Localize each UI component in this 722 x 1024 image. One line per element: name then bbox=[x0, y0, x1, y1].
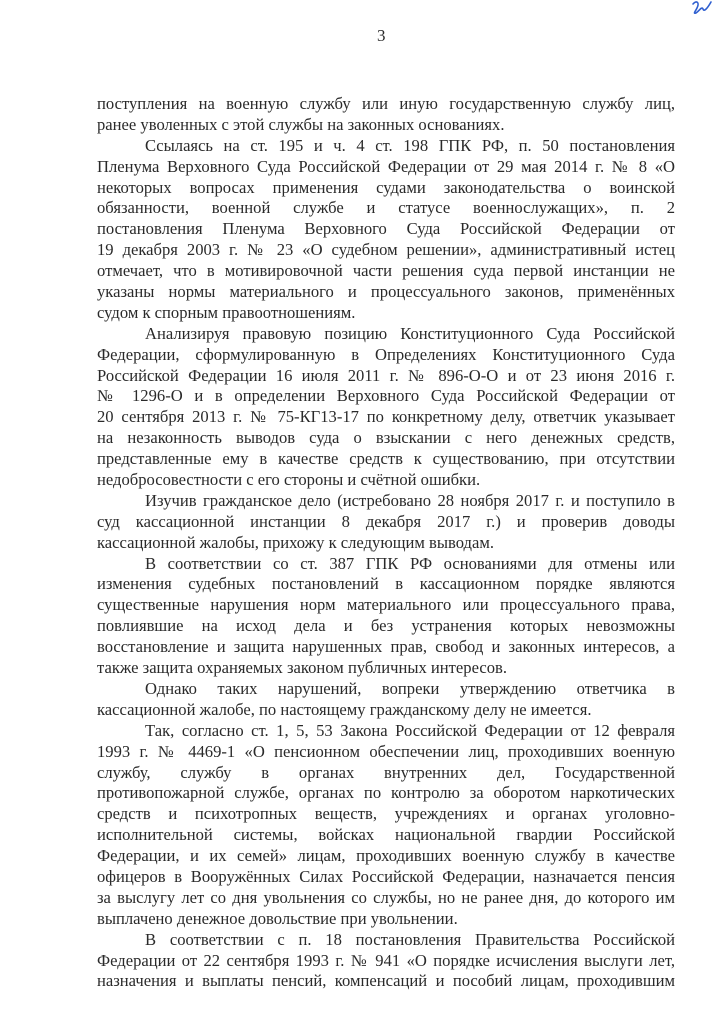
text-line: Ссылаясь на ст. 195 и ч. 4 ст. 198 ГПК РФ, п. 50 постановления bbox=[145, 135, 675, 155]
paragraph bbox=[97, 491, 675, 554]
text-line: назначения и выплаты пенсий, компенсаций и пособий лицам, проходившим bbox=[97, 971, 675, 991]
text-line: офицеров в Вооружённых Силах Российской Федерации, назначается пенсия bbox=[97, 866, 675, 886]
text-line: 20 сентября 2013 г. № 75-КГ13-17 по конкретному делу, ответчик указывает bbox=[97, 407, 675, 427]
paragraph bbox=[97, 679, 675, 721]
text-line: представленные ему в качестве средств к существованию, при отсутствии bbox=[97, 449, 675, 469]
text-line: Анализируя правовую позицию Конституционного Суда Российской bbox=[145, 323, 675, 343]
text-line: № 1296-О и в определении Верховного Суда Российской Федерации от bbox=[97, 386, 675, 406]
text-line: недобросовестности с его стороны и счётной ошибки. bbox=[97, 470, 481, 490]
text-line: также защита охраняемых законом публичных интересов. bbox=[97, 658, 508, 678]
text-line: на незаконность выводов суда о взыскании с него денежных средств, bbox=[97, 428, 675, 448]
paragraph bbox=[97, 136, 675, 324]
text-line: Федерации от 22 сентября 1993 г. № 941 «О порядке исчисления выслуги лет, bbox=[97, 950, 675, 970]
text-line: постановления Пленума Верховного Суда Российской Федерации от bbox=[97, 219, 675, 239]
text-line: Федерации, и их семей» лицам, проходивших военную службу в качестве bbox=[97, 846, 675, 866]
text-line: повлиявшие на исход дела и без устранения которых невозможны bbox=[97, 616, 675, 636]
text-line: изменения судебных постановлений в кассационном порядке являются bbox=[97, 574, 675, 594]
text-line: существенные нарушения норм материального или процессуального права, bbox=[97, 595, 675, 615]
text-line: кассационной жалобы, прихожу к следующим выводам. bbox=[97, 532, 495, 552]
paragraph bbox=[97, 930, 675, 993]
text-line: обязанности, военной службе и статусе военнослужащих», п. 2 bbox=[97, 198, 675, 218]
text-line: за выслугу лет со дня увольнения со службы, но не ранее дня, до которого им bbox=[97, 887, 675, 907]
handwritten-mark bbox=[690, 0, 714, 16]
text-line: службу, службу в органах внутренних дел, Государственной bbox=[97, 762, 675, 782]
document-body bbox=[97, 94, 675, 992]
text-line: ранее уволенных с этой службы на законных основаниях. bbox=[97, 114, 505, 134]
text-line: Так, согласно ст. 1, 5, 53 Закона Российской Федерации от 12 февраля bbox=[145, 720, 675, 740]
text-line: судом к спорным правоотношениям. bbox=[97, 302, 356, 322]
text-line: кассационной жалобе, по настоящему гражданскому делу не имеется. bbox=[97, 699, 592, 719]
text-line: Однако таких нарушений, вопреки утверждению ответчика в bbox=[145, 678, 675, 698]
text-line: противопожарной службе, органах по контролю за оборотом наркотических bbox=[97, 783, 675, 803]
text-line: поступления на военную службу или иную государственную службу лиц, bbox=[97, 94, 675, 113]
text-line: исполнительной системы, войсках национальной гвардии Российской bbox=[97, 825, 675, 845]
paragraph bbox=[97, 554, 675, 679]
text-line: В соответствии с п. 18 постановления Правительства Российской bbox=[145, 929, 675, 949]
paragraph bbox=[97, 94, 675, 136]
text-line: восстановление и защита нарушенных прав, свобод и законных интересов, а bbox=[97, 637, 675, 657]
paragraph bbox=[97, 324, 675, 491]
text-line: выплачено денежное довольствие при увольнении. bbox=[97, 908, 458, 928]
text-line: указаны нормы материального и процессуального законов, применённых bbox=[97, 282, 675, 302]
paragraph bbox=[97, 721, 675, 930]
text-line: Пленума Верховного Суда Российской Федерации от 29 мая 2014 г. № 8 «О bbox=[97, 156, 675, 176]
text-line: отмечает, что в мотивировочной части решения суда первой инстанции не bbox=[97, 261, 675, 281]
text-line: 1993 г. № 4469-1 «О пенсионном обеспечении лиц, проходивших военную bbox=[97, 741, 675, 761]
text-line: суд кассационной инстанции 8 декабря 2017 г.) и проверив доводы bbox=[97, 511, 675, 531]
page-number: 3 bbox=[377, 26, 386, 45]
text-line: Российской Федерации 16 июля 2011 г. № 896-О-О и от 23 июня 2016 г. bbox=[97, 365, 675, 385]
text-line: некоторых вопросах применения судами законодательства о воинской bbox=[97, 177, 675, 197]
text-line: Федерации, сформулированную в Определениях Конституционного Суда bbox=[97, 344, 675, 364]
text-line: средств и психотропных веществ, учреждениях и органах уголовно- bbox=[97, 804, 675, 824]
text-line: Изучив гражданское дело (истребовано 28 ноября 2017 г. и поступило в bbox=[145, 490, 675, 510]
text-line: В соответствии со ст. 387 ГПК РФ основаниями для отмены или bbox=[145, 553, 675, 573]
text-line: 19 декабря 2003 г. № 23 «О судебном решении», административный истец bbox=[97, 240, 675, 260]
